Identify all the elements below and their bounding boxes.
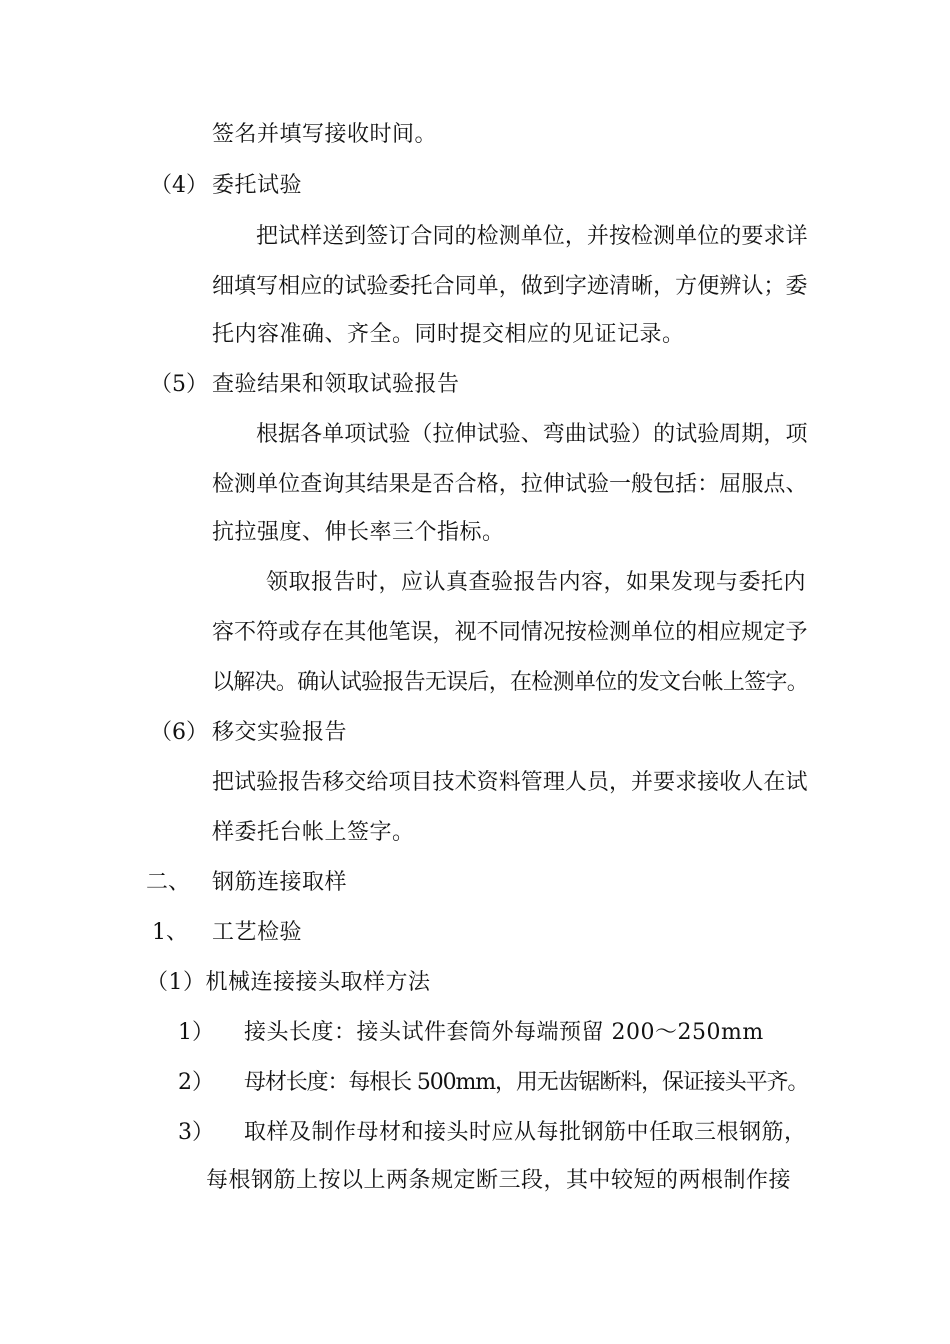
subsection-number: 1、 <box>152 920 188 945</box>
list-item-continuation: 每根钢筋上按以上两条规定断三段，其中较短的两根制作接 <box>206 1168 792 1193</box>
paragraph-line: 细填写相应的试验委托合同单，做到字迹清晰，方便辨认；委 <box>212 274 808 299</box>
heading-number: （6） <box>150 720 208 745</box>
list-number: 1） <box>178 1020 214 1045</box>
subsection-title: 工艺检验 <box>212 920 303 945</box>
heading-title: 委托试验 <box>212 173 303 198</box>
paragraph-line: 把试样送到签订合同的检测单位，并按检测单位的要求详 <box>256 224 808 249</box>
paragraph-line: 容不符或存在其他笔误，视不同情况按检测单位的相应规定予 <box>212 620 808 645</box>
heading-title: 移交实验报告 <box>212 720 348 745</box>
paragraph-line: 签名并填写接收时间。 <box>212 122 438 147</box>
heading-number: （5） <box>150 372 208 397</box>
heading-number: （4） <box>150 173 208 198</box>
item-heading: （1）机械连接接头取样方法 <box>146 970 431 995</box>
paragraph-line: 根据各单项试验（拉伸试验、弯曲试验）的试验周期，项 <box>256 422 808 447</box>
section-number: 二、 <box>146 870 191 895</box>
paragraph-line: 以解决。确认试验报告无误后，在检测单位的发文台帐上签字。 <box>212 670 809 695</box>
list-number: 2） <box>178 1070 214 1095</box>
section-title: 钢筋连接取样 <box>212 870 348 895</box>
paragraph-line: 检测单位查询其结果是否合格，拉伸试验一般包括：屈服点、 <box>212 472 808 497</box>
paragraph-line: 样委托台帐上签字。 <box>212 820 415 845</box>
heading-title: 查验结果和领取试验报告 <box>212 372 460 397</box>
list-number: 3） <box>178 1120 214 1145</box>
list-item-text: 取样及制作母材和接头时应从每批钢筋中任取三根钢筋， <box>244 1120 807 1145</box>
paragraph-line: 领取报告时，应认真查验报告内容，如果发现与委托内 <box>266 570 807 595</box>
list-item-text: 接头长度：接头试件套筒外每端预留 200～250mm <box>244 1020 764 1045</box>
list-item-text: 母材长度：每根长 500mm，用无齿锯断料，保证接头平齐。 <box>244 1070 809 1095</box>
paragraph-line: 托内容准确、齐全。同时提交相应的见证记录。 <box>212 322 685 347</box>
paragraph-line: 把试验报告移交给项目技术资料管理人员，并要求接收人在试 <box>212 770 808 795</box>
paragraph-line: 抗拉强度、伸长率三个指标。 <box>212 520 505 545</box>
